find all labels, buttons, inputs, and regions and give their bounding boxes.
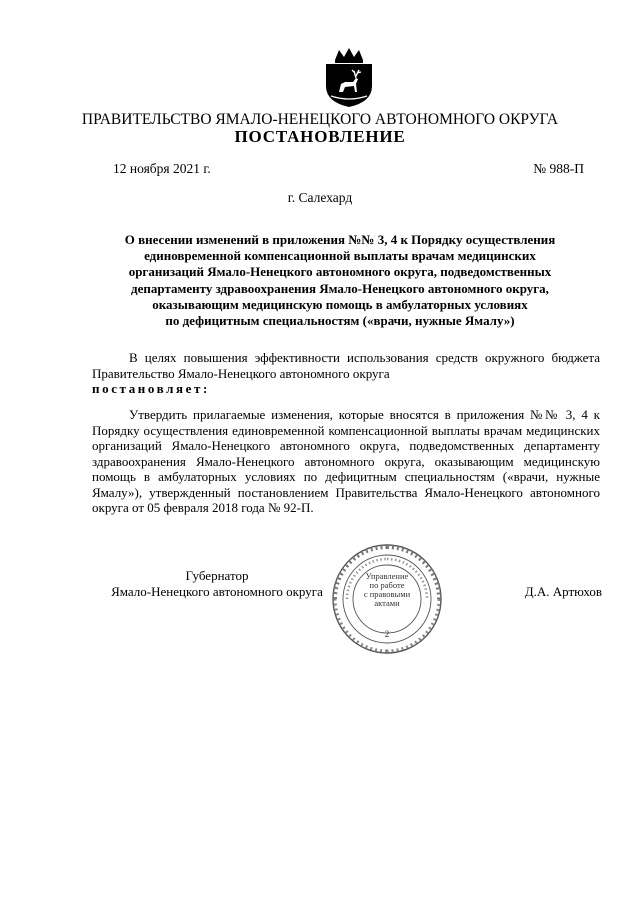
- position-line: Ямало-Ненецкого автономного округа: [111, 584, 323, 599]
- document-date: 12 ноября 2021 г.: [113, 161, 211, 176]
- signatory-name: Д.А. Артюхов: [524, 584, 602, 599]
- intro-text: В целях повышения эффективности использования средств окружного бюджета Правительство Ямало-Ненецкого автономного округа: [92, 350, 600, 381]
- main-paragraph: Утвердить прилагаемые изменения, которые вносятся в приложения №№ 3, 4 к Порядку осуществления единовременной компенсационной выплаты врачам медицинских организаций Ямало-Ненецкого автономного округа, подведомственных департаменту здравоохранения Ямало-Ненецкого автономного округа, оказывающим медицинскую помощь в амбулаторных условиях по дефицитным специальностям («врачи, нужные Ямалу»), утвержденный постановлением Правительства Ямало-Ненецкого автономного округа от 05 февраля 2018 года № 92-П.: [92, 407, 600, 515]
- seal-number: 2: [384, 629, 390, 639]
- position-line: Губернатор: [185, 568, 249, 583]
- document-city: г. Салехард: [287, 190, 353, 205]
- document-subject: [90, 232, 590, 329]
- government-title: ПРАВИТЕЛЬСТВО ЯМАЛО-НЕНЕЦКОГО АВТОНОМНОГО ОКРУГА: [81, 111, 559, 128]
- signatory-position: [92, 568, 342, 600]
- seal-line: актами: [374, 598, 400, 608]
- subject-line: единовременной компенсационной выплаты врачам медицинских: [144, 248, 536, 264]
- intro-paragraph: [92, 350, 600, 397]
- subject-line: оказывающим медицинскую помощь в амбулаторных условиях: [152, 296, 528, 312]
- seal-line: Управление: [365, 571, 409, 581]
- seal-line: с правовыми: [363, 589, 411, 599]
- coat-of-arms-emblem-icon: [323, 46, 375, 108]
- subject-line: по дефицитным специальностям («врачи, нужные Ямалу»): [165, 313, 515, 329]
- decree-word: постановляет:: [92, 381, 210, 396]
- subject-line: О внесении изменений в приложения №№ 3, 4 к Порядку осуществления: [124, 232, 556, 247]
- seal-inner-text: [347, 572, 427, 639]
- subject-line: организаций Ямало-Ненецкого автономного округа, подведомственных: [128, 264, 552, 280]
- seal-line: по работе: [369, 580, 405, 590]
- document-type-title: ПОСТАНОВЛЕНИЕ: [234, 127, 406, 146]
- document-number: № 988-П: [533, 161, 584, 176]
- subject-line: департаменту здравоохранения Ямало-Ненецкого автономного округа,: [131, 280, 549, 296]
